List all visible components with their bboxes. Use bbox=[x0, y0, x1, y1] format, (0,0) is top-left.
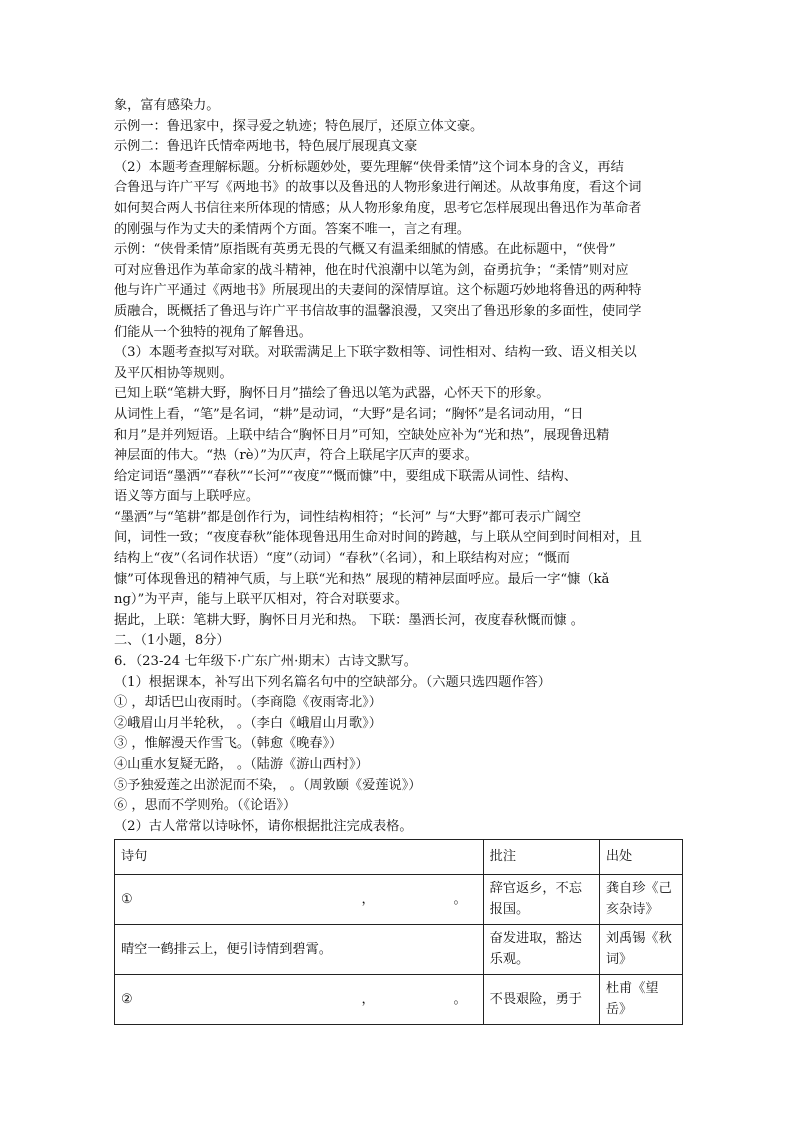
text-line: 合鲁迅与许广平写《两地书》的故事以及鲁迅的人物形象进行阐述。从故事角度，看这个词 bbox=[114, 180, 642, 196]
text-line: 从词性上看，“笔”是名词，“耕”是动词，“大野”是名词；“胸怀”是名词动用，“日 bbox=[114, 406, 584, 422]
verse-blank-cell[interactable] bbox=[115, 875, 484, 925]
section-heading: 二、（1小题，8分） bbox=[114, 633, 230, 649]
header-source: 出处 bbox=[599, 840, 682, 875]
fill-blank-line: ④山重水复疑无路， 。（陆游《游山西村》） bbox=[114, 757, 369, 772]
header-note: 批注 bbox=[483, 840, 599, 875]
text-line: “墨洒”与“笔耕”都是创作行为，词性结构相符；“长河” 与“大野”都可表示广阔空 bbox=[114, 509, 581, 525]
answer-document bbox=[114, 96, 684, 1025]
text-line: 可对应鲁迅作为革命家的战斗精神，他在时代浪潮中以笔为剑，奋勇抗争；“柔情”则对应 bbox=[114, 262, 629, 278]
text-line: （3）本题考查拟写对联。对联需满足上下联字数相等、词性相对、结构一致、语义相关以 bbox=[114, 345, 637, 361]
fill-blank-line: ⑤予独爱莲之出淤泥而不染， 。（周敦颐《爱莲说》） bbox=[114, 777, 422, 793]
text-line: 给定词语“墨洒”“春秋”“长河”“夜度”“慨而慷”中，要组成下联需从词性、结构、 bbox=[114, 468, 578, 484]
fill-blank-line: ① ，却话巴山夜雨时。（李商隐《夜雨寄北》） bbox=[114, 695, 382, 711]
table-row bbox=[115, 975, 683, 1025]
source-cell: 龚自珍《己亥杂诗》 bbox=[599, 875, 682, 925]
text-line: 语义等方面与上联呼应。 bbox=[114, 489, 260, 505]
text-line: 示例二：鲁迅许氏情牵两地书，特色展厅展现真文豪 bbox=[114, 139, 418, 155]
text-line: 的刚强与作为丈夫的柔情两个方面。答案不唯一，言之有理。 bbox=[114, 221, 471, 237]
text-line: ng）”为平声，能与上联平仄相对，符合对联要求。 bbox=[114, 592, 409, 608]
text-line: （2）古人常常以诗咏怀，请你根据批注完成表格。 bbox=[114, 818, 413, 834]
text-line: 慷”可体现鲁迅的精神气质，与上联“光和热” 展现的精神层面呼应。最后一字“慷（kǎ bbox=[114, 571, 610, 587]
table-header-row bbox=[115, 840, 683, 875]
source-cell: 刘禹锡《秋词》 bbox=[599, 925, 682, 975]
blank-period: 。 bbox=[453, 991, 467, 1007]
source-cell: 杜甫《望岳》 bbox=[599, 975, 682, 1025]
text-line: （2）本题考查理解标题。分析标题妙处，要先理解“侠骨柔情”这个词本身的含义，再结 bbox=[114, 159, 624, 175]
text-line: 象，富有感染力。 bbox=[114, 98, 220, 113]
header-verse: 诗句 bbox=[115, 840, 484, 875]
text-line: 已知上联“笔耕大野，胸怀日月”描绘了鲁迅以笔为武器，心怀天下的形象。 bbox=[114, 386, 550, 402]
blank-period: 。 bbox=[453, 891, 467, 907]
text-line: 如何契合两人书信往来所体现的情感；从人物形象角度，思考它怎样展现出鲁迅作为革命者 bbox=[114, 200, 642, 216]
table-row bbox=[115, 925, 683, 975]
blank-comma: ， bbox=[361, 991, 375, 1007]
question-title: 6．（23-24 七年级下·广东广州·期末）古诗文默写。 bbox=[114, 654, 417, 670]
fill-blank-line: ②峨眉山月半轮秋， 。（李白《峨眉山月歌》） bbox=[114, 715, 382, 731]
fill-blank-line: ③ ，惟解漫天作雪飞。（韩愈《晚春》） bbox=[114, 736, 343, 752]
text-line: 据此，上联：笔耕大野，胸怀日月光和热。 下联：墨洒长河，夜度春秋慨而慷 。 bbox=[114, 612, 584, 628]
text-line: （1）根据课本，补写出下列名篇名句中的空缺部分。（六题只选四题作答） bbox=[114, 674, 551, 690]
answer-text-block bbox=[114, 96, 684, 837]
verse-blank-cell[interactable] bbox=[115, 975, 484, 1025]
text-line: 和月”是并列短语。上联中结合“胸怀日月”可知，空缺处应补为“光和热”，展现鲁迅精 bbox=[114, 427, 610, 443]
fill-blank-line: ⑥ ，思而不学则殆。（《论语》） bbox=[114, 798, 297, 814]
text-line: 结构上“夜”（名词作状语）“度”（动词）“春秋”（名词），和上联结构对应；“慨而 bbox=[114, 551, 570, 567]
verse-number: ① bbox=[121, 891, 133, 907]
blank-comma: ， bbox=[361, 891, 375, 907]
note-cell: 辞官返乡，不忘报国。 bbox=[483, 875, 599, 925]
text-line: 他与许广平通过《两地书》所展现出的夫妻间的深情厚谊。这个标题巧妙地将鲁迅的两种特 bbox=[114, 283, 642, 299]
text-line: 示例一：鲁迅家中，探寻爱之轨迹；特色展厅，还原立体文豪。 bbox=[114, 118, 484, 134]
verse-number: ② bbox=[121, 991, 133, 1007]
poem-annotation-table bbox=[114, 839, 683, 1025]
text-line: 及平仄相协等规则。 bbox=[114, 365, 233, 381]
text-line: 质融合，既概括了鲁迅与许广平书信故事的温馨浪漫，又突出了鲁迅形象的多面性，使同学 bbox=[114, 303, 642, 319]
text-line: 神层面的伟大。“热（rè）”为仄声，符合上联尾字仄声的要求。 bbox=[114, 448, 478, 464]
table-row bbox=[115, 875, 683, 925]
note-cell: 不畏艰险，勇于 bbox=[483, 975, 599, 1025]
text-line: 们能从一个独特的视角了解鲁迅。 bbox=[114, 324, 312, 340]
text-line: 示例：“侠骨柔情”原指既有英勇无畏的气概又有温柔细腻的情感。在此标题中，“侠骨” bbox=[114, 242, 616, 258]
text-line: 间，词性一致；“夜度春秋”能体现鲁迅用生命对时间的跨越，与上联从空间到时间相对，且 bbox=[114, 530, 642, 546]
note-cell: 奋发进取，豁达乐观。 bbox=[483, 925, 599, 975]
verse-cell: 晴空一鹤排云上，便引诗情到碧霄。 bbox=[115, 925, 484, 975]
